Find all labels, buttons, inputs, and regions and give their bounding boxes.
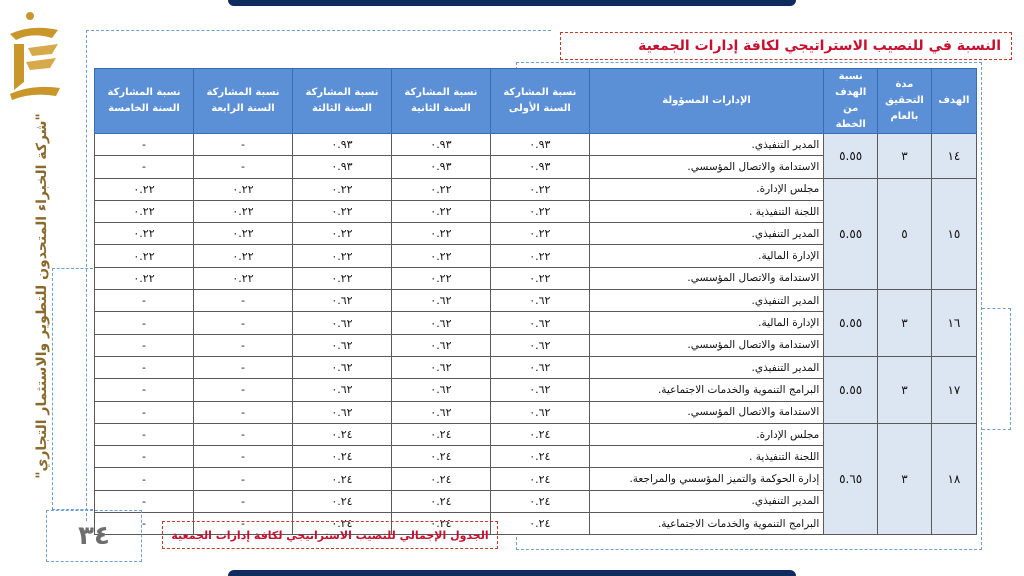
year-1-cell: ٠.٢٤ bbox=[490, 468, 589, 490]
top-accent-bar bbox=[228, 0, 796, 6]
year-5-cell: ٠.٢٢ bbox=[95, 245, 194, 267]
year-1-cell: ٠.٩٣ bbox=[490, 134, 589, 156]
year-1-cell: ٠.٦٢ bbox=[490, 312, 589, 334]
year-1-cell: ٠.٢٤ bbox=[490, 513, 589, 535]
year-3-cell: ٠.٢٢ bbox=[292, 245, 391, 267]
right-edge-frame bbox=[982, 308, 1011, 430]
year-5-cell: - bbox=[95, 156, 194, 178]
year-5-cell: ٠.٢٢ bbox=[95, 267, 194, 289]
year-2-cell: ٠.٦٢ bbox=[391, 290, 490, 312]
year-1-cell: ٠.٦٢ bbox=[490, 379, 589, 401]
department-cell: الاستدامة والاتصال المؤسسي. bbox=[589, 401, 823, 423]
page-title: النسبة في للنصيب الاستراتيجي لكافة إدارات الجمعية bbox=[638, 38, 1001, 54]
year-5-cell: - bbox=[95, 379, 194, 401]
year-2-cell: ٠.٢٤ bbox=[391, 446, 490, 468]
year-5-cell: - bbox=[95, 401, 194, 423]
year-3-cell: ٠.٢٢ bbox=[292, 200, 391, 222]
year-3-cell: ٠.٢٢ bbox=[292, 223, 391, 245]
year-1-cell: ٠.٦٢ bbox=[490, 334, 589, 356]
year-4-cell: - bbox=[194, 446, 293, 468]
caption-box bbox=[162, 521, 498, 549]
year-2-cell: ٠.٦٢ bbox=[391, 379, 490, 401]
year-4-cell: - bbox=[194, 401, 293, 423]
year-5-cell: - bbox=[95, 446, 194, 468]
table-row bbox=[95, 423, 977, 445]
year-5-cell: - bbox=[95, 468, 194, 490]
goal-ratio-cell: ٥.٦٥ bbox=[824, 423, 878, 534]
strategic-share-table bbox=[94, 68, 977, 535]
year-5-cell: - bbox=[95, 312, 194, 334]
department-cell: الإدارة المالية. bbox=[589, 312, 823, 334]
department-cell: المدير التنفيذي. bbox=[589, 290, 823, 312]
year-4-cell: - bbox=[194, 468, 293, 490]
year-2-cell: ٠.٢٢ bbox=[391, 267, 490, 289]
goal-ratio-cell: ٥.٥٥ bbox=[824, 178, 878, 289]
year-3-cell: ٠.٢٢ bbox=[292, 267, 391, 289]
year-5-cell: ٠.٢٢ bbox=[95, 200, 194, 222]
year-3-cell: ٠.٩٣ bbox=[292, 134, 391, 156]
year-5-cell: - bbox=[95, 134, 194, 156]
year-1-cell: ٠.٢٢ bbox=[490, 200, 589, 222]
year-3-cell: ٠.٢٤ bbox=[292, 513, 391, 535]
year-5-cell: - bbox=[95, 490, 194, 512]
year-1-cell: ٠.٦٢ bbox=[490, 290, 589, 312]
goal-cell: ١٤ bbox=[931, 134, 976, 179]
year-4-cell: - bbox=[194, 356, 293, 378]
year-1-cell: ٠.٦٢ bbox=[490, 356, 589, 378]
year-2-cell: ٠.٦٢ bbox=[391, 334, 490, 356]
table-header-row bbox=[95, 69, 977, 134]
year-4-cell: ٠.٢٢ bbox=[194, 178, 293, 200]
duration-cell: ٣ bbox=[878, 290, 932, 357]
table-row bbox=[95, 290, 977, 312]
department-cell: مجلس الإدارة. bbox=[589, 178, 823, 200]
year-3-cell: ٠.٩٣ bbox=[292, 156, 391, 178]
year-4-cell: - bbox=[194, 134, 293, 156]
year-1-cell: ٠.٢٢ bbox=[490, 178, 589, 200]
year-3-cell: ٠.٢٤ bbox=[292, 446, 391, 468]
department-cell: اللجنة التنفيذية . bbox=[589, 446, 823, 468]
year-2-cell: ٠.٩٣ bbox=[391, 156, 490, 178]
year-5-cell: - bbox=[95, 423, 194, 445]
year-3-cell: ٠.٦٢ bbox=[292, 290, 391, 312]
header-year-2: نسبة المشاركة السنة الثانية bbox=[391, 69, 490, 134]
year-2-cell: ٠.٢٢ bbox=[391, 178, 490, 200]
year-2-cell: ٠.٢٢ bbox=[391, 200, 490, 222]
year-2-cell: ٠.٩٣ bbox=[391, 134, 490, 156]
year-5-cell: ٠.٢٢ bbox=[95, 223, 194, 245]
year-1-cell: ٠.٢٤ bbox=[490, 490, 589, 512]
company-logo bbox=[2, 4, 64, 104]
year-3-cell: ٠.٦٢ bbox=[292, 356, 391, 378]
goal-cell: ١٥ bbox=[931, 178, 976, 289]
year-2-cell: ٠.٢٤ bbox=[391, 490, 490, 512]
year-5-cell: - bbox=[95, 290, 194, 312]
department-cell: البرامج التنموية والخدمات الاجتماعية. bbox=[589, 513, 823, 535]
department-cell: مجلس الإدارة. bbox=[589, 423, 823, 445]
table-caption: الجدول الإجمالي للنصيب الاستراتيجي لكافة إدارات الجمعية bbox=[171, 528, 489, 542]
year-2-cell: ٠.٦٢ bbox=[391, 356, 490, 378]
year-2-cell: ٠.٢٤ bbox=[391, 423, 490, 445]
year-1-cell: ٠.٢٤ bbox=[490, 446, 589, 468]
year-2-cell: ٠.٢٤ bbox=[391, 513, 490, 535]
duration-cell: ٣ bbox=[878, 423, 932, 534]
department-cell: المدير التنفيذي. bbox=[589, 223, 823, 245]
year-5-cell: - bbox=[95, 356, 194, 378]
year-2-cell: ٠.٢٢ bbox=[391, 223, 490, 245]
department-cell: المدير التنفيذي. bbox=[589, 490, 823, 512]
year-3-cell: ٠.٦٢ bbox=[292, 379, 391, 401]
year-4-cell: - bbox=[194, 513, 293, 535]
page-number: ٣٤ bbox=[78, 521, 110, 551]
duration-cell: ٣ bbox=[878, 134, 932, 179]
header-goal: الهدف bbox=[931, 69, 976, 134]
year-1-cell: ٠.٢٢ bbox=[490, 223, 589, 245]
year-3-cell: ٠.٦٢ bbox=[292, 334, 391, 356]
goal-cell: ١٨ bbox=[931, 423, 976, 534]
duration-cell: ٣ bbox=[878, 356, 932, 423]
year-5-cell: - bbox=[95, 513, 194, 535]
company-name-vertical: "شركة الخبراء المتحدون للتطوير والاستثمار التجاري" bbox=[34, 113, 50, 479]
year-1-cell: ٠.٢٤ bbox=[490, 423, 589, 445]
year-3-cell: ٠.٦٢ bbox=[292, 401, 391, 423]
table-body bbox=[95, 134, 977, 535]
year-1-cell: ٠.٢٢ bbox=[490, 245, 589, 267]
department-cell: الاستدامة والاتصال المؤسسي. bbox=[589, 156, 823, 178]
year-3-cell: ٠.٢٢ bbox=[292, 178, 391, 200]
table-row bbox=[95, 134, 977, 156]
year-1-cell: ٠.٩٣ bbox=[490, 156, 589, 178]
department-cell: الاستدامة والاتصال المؤسسي. bbox=[589, 334, 823, 356]
year-1-cell: ٠.٢٢ bbox=[490, 267, 589, 289]
bottom-accent-bar bbox=[228, 570, 796, 576]
goal-ratio-cell: ٥.٥٥ bbox=[824, 290, 878, 357]
year-4-cell: - bbox=[194, 312, 293, 334]
year-5-cell: ٠.٢٢ bbox=[95, 178, 194, 200]
goal-cell: ١٦ bbox=[931, 290, 976, 357]
header-year-1: نسبة المشاركة السنة الأولى bbox=[490, 69, 589, 134]
year-1-cell: ٠.٦٢ bbox=[490, 401, 589, 423]
header-goal-ratio: نسبة الهدف من الخطة bbox=[824, 69, 878, 134]
table-row bbox=[95, 178, 977, 200]
year-4-cell: - bbox=[194, 490, 293, 512]
year-2-cell: ٠.٦٢ bbox=[391, 401, 490, 423]
side-frame bbox=[52, 268, 93, 510]
department-cell: الاستدامة والاتصال المؤسسي. bbox=[589, 267, 823, 289]
year-4-cell: ٠.٢٢ bbox=[194, 223, 293, 245]
year-3-cell: ٠.٢٤ bbox=[292, 423, 391, 445]
table-row bbox=[95, 356, 977, 378]
year-4-cell: - bbox=[194, 290, 293, 312]
header-year-3: نسبة المشاركة السنة الثالثة bbox=[292, 69, 391, 134]
department-cell: اللجنة التنفيذية . bbox=[589, 200, 823, 222]
header-departments: الإدارات المسؤولة bbox=[589, 69, 823, 134]
header-year-4: نسبة المشاركة السنة الرابعة bbox=[194, 69, 293, 134]
header-duration: مدة التحقيق بالعام bbox=[878, 69, 932, 134]
year-4-cell: - bbox=[194, 423, 293, 445]
goal-ratio-cell: ٥.٥٥ bbox=[824, 356, 878, 423]
goal-cell: ١٧ bbox=[931, 356, 976, 423]
year-2-cell: ٠.٦٢ bbox=[391, 312, 490, 334]
year-4-cell: ٠.٢٢ bbox=[194, 245, 293, 267]
year-3-cell: ٠.٢٤ bbox=[292, 468, 391, 490]
department-cell: الإدارة المالية. bbox=[589, 245, 823, 267]
duration-cell: ٥ bbox=[878, 178, 932, 289]
year-4-cell: ٠.٢٢ bbox=[194, 200, 293, 222]
year-4-cell: - bbox=[194, 334, 293, 356]
department-cell: البرامج التنموية والخدمات الاجتماعية. bbox=[589, 379, 823, 401]
goal-ratio-cell: ٥.٥٥ bbox=[824, 134, 878, 179]
year-4-cell: - bbox=[194, 379, 293, 401]
year-2-cell: ٠.٢٢ bbox=[391, 245, 490, 267]
page-number-box bbox=[46, 510, 142, 562]
year-4-cell: - bbox=[194, 156, 293, 178]
year-5-cell: - bbox=[95, 334, 194, 356]
header-year-5: نسبة المشاركة السنة الخامسة bbox=[95, 69, 194, 134]
title-box bbox=[560, 32, 1012, 60]
department-cell: المدير التنفيذي. bbox=[589, 356, 823, 378]
year-3-cell: ٠.٦٢ bbox=[292, 312, 391, 334]
year-4-cell: ٠.٢٢ bbox=[194, 267, 293, 289]
department-cell: المدير التنفيذي. bbox=[589, 134, 823, 156]
year-3-cell: ٠.٢٤ bbox=[292, 490, 391, 512]
year-2-cell: ٠.٢٤ bbox=[391, 468, 490, 490]
department-cell: إدارة الحوكمة والتميز المؤسسي والمراجعة. bbox=[589, 468, 823, 490]
